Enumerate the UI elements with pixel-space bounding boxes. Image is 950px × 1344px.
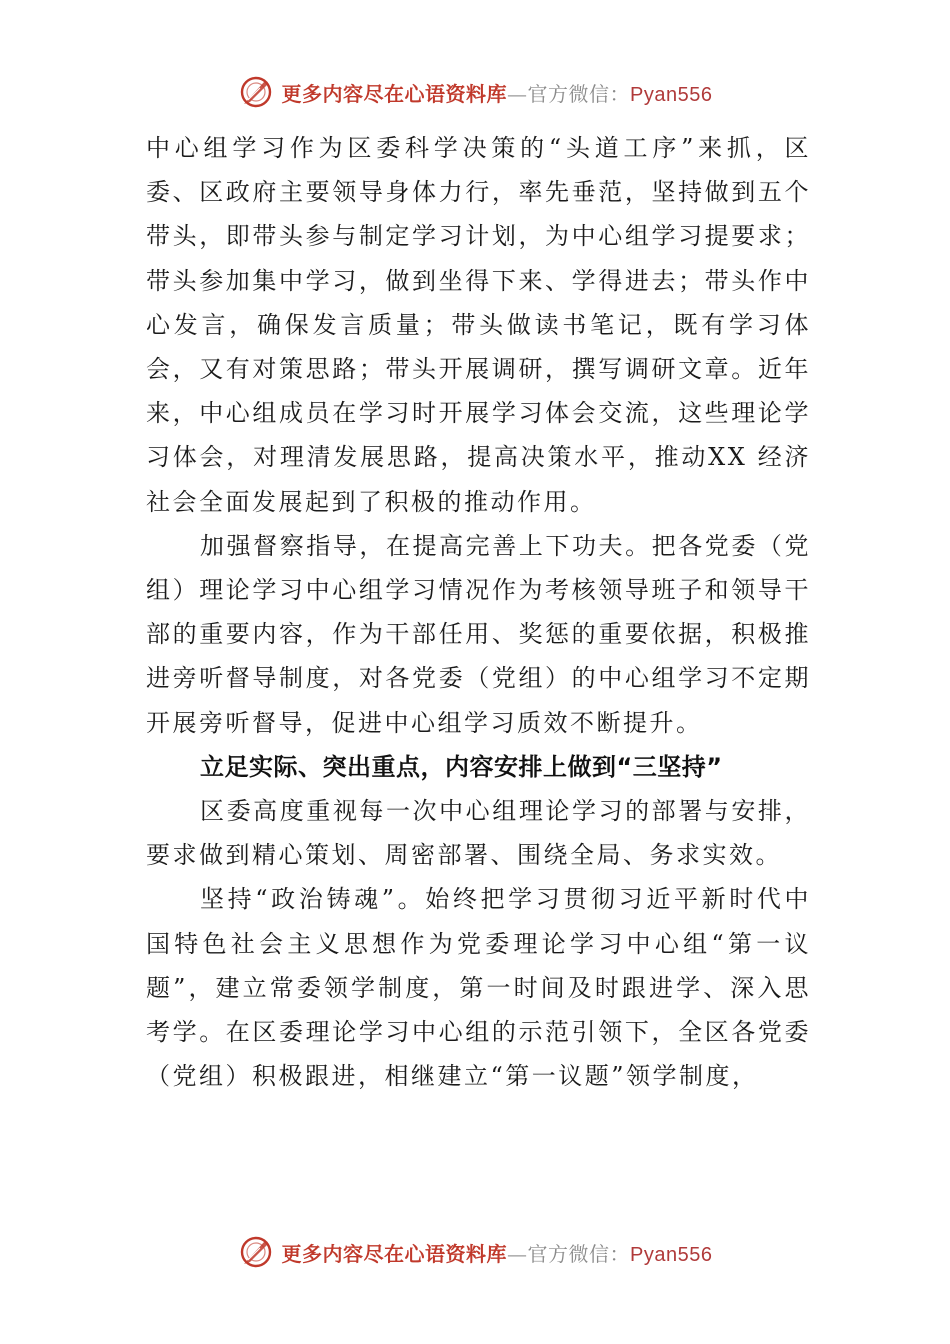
document-body	[146, 126, 811, 1098]
header-watermark	[0, 70, 950, 114]
feather-circle-logo-icon	[238, 74, 274, 110]
watermark-text	[282, 78, 713, 107]
paragraph-1: 中心组学习作为区委科学决策的“头道工序”来抓，区委、区政府主要领导身体力行，率先垂范，坚持做到五个带头，即带头参与制定学习计划，为中心组学习提要求；带头参加集中学习，做到坐得下来、学得进去；带头作中心发言，确保发言质量；带头做读书笔记，既有学习体会，又有对策思路；带头开展调研，撰写调研文章。近年来，中心组成员在学习时开展学习体会交流，这些理论学习体会，对理清发展思路，提高决策水平，推动XX 经济社会全面发展起到了积极的推动作用。	[146, 134, 811, 516]
watermark-side: 官方微信：	[527, 81, 631, 106]
watermark-main: 更多内容尽在心语资料库	[281, 81, 508, 106]
watermark-main: 更多内容尽在心语资料库	[281, 1241, 508, 1266]
watermark-side: 官方微信：	[527, 1241, 631, 1266]
paragraph-4: 坚持“政治铸魂”。始终把学习贯彻习近平新时代中国特色社会主义思想作为党委理论学习中心组“第一议题”，建立常委领学制度，第一时间及时跟进学、深入思考学。在区委理论学习中心组的示范引领下，全区各党委（党组）积极跟进，相继建立“第一议题”领学制度，	[146, 885, 811, 1091]
watermark-text	[282, 1238, 713, 1267]
watermark-dash: —	[507, 1241, 528, 1266]
section-heading: 立足实际、突出重点，内容安排上做到“三坚持”	[200, 752, 723, 781]
paragraph-2: 加强督察指导，在提高完善上下功夫。把各党委（党组）理论学习中心组学习情况作为考核领导班子和领导干部的重要内容，作为干部任用、奖惩的重要依据，积极推进旁听督导制度，对各党委（党组）的中心组学习不定期开展旁听督导，促进中心组学习质效不断提升。	[146, 531, 811, 737]
watermark-id: Pyan556	[630, 83, 713, 106]
footer-watermark	[0, 1230, 950, 1274]
paragraph-3: 区委高度重视每一次中心组理论学习的部署与安排，要求做到精心策划、周密部署、围绕全局、务求实效。	[146, 797, 811, 870]
watermark-id: Pyan556	[630, 1243, 713, 1266]
feather-circle-logo-icon	[238, 1234, 274, 1270]
watermark-dash: —	[507, 81, 528, 106]
